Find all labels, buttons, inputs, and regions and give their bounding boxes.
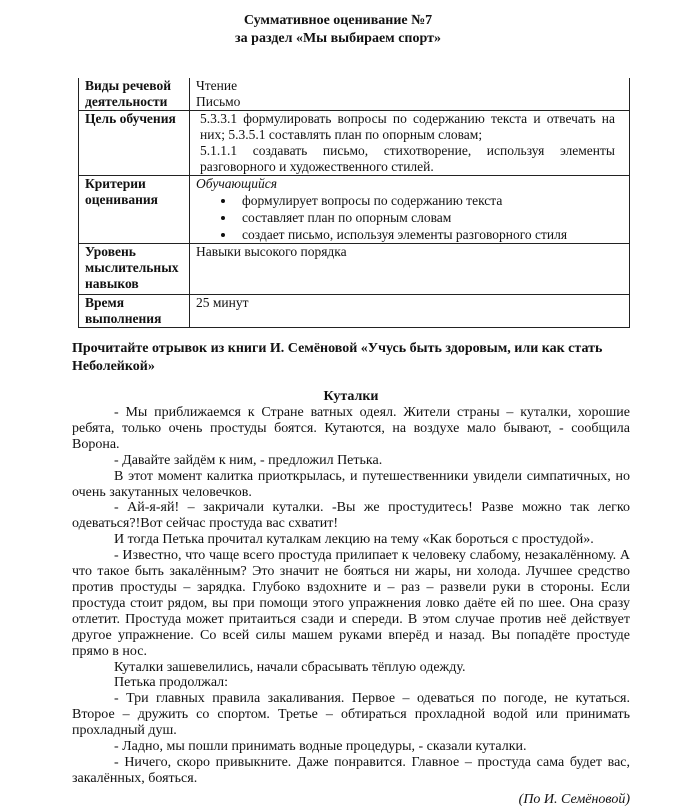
reading-instruction: Прочитайте отрывок из книги И. Семёновой «Учусь быть здоровым, или как стать Неболейкой» [72,341,603,374]
row-header: Цель обучения [79,111,190,176]
story-paragraph: - Давайте зайдём к ним, - предложил Петька. [114,452,383,468]
assessment-table [78,78,630,328]
story-title: Куталки [323,389,379,404]
document-title [0,12,676,48]
value-line: Чтение [196,78,238,93]
title-line-2: за раздел «Мы выбираем спорт» [235,31,441,46]
row-header: Уровень мыслительных навыков [79,244,190,295]
row-value: Навыки высокого порядка [190,244,630,295]
table-row [79,78,630,111]
row-value [190,78,630,111]
list-item: • создает письмо, используя элементы разговорного стиля [236,226,625,243]
story-paragraph: Куталки зашевелились, начали сбрасывать тёплую одежду. [114,659,466,675]
story-paragraph: - Ладно, мы пошли принимать водные процедуры, - сказали куталки. [114,739,527,755]
row-header: Критерии оценивания [79,176,190,244]
table-row [79,244,630,295]
table-row [79,295,630,328]
value-line: 5.3.3.1 формулировать вопросы по содержанию текста и отвечать на них; 5.3.5.1 составлять план по опорным словам; [200,111,615,142]
story [72,388,630,808]
story-paragraph: В этот момент калитка приоткрылась, и путешественники увидели симпатичных, но очень закутанных человечков. [72,468,630,500]
title-line-1: Суммативное оценивание №7 [243,13,433,28]
table-row [79,111,630,176]
value-line: Письмо [196,94,241,109]
story-paragraph: - Три главных правила закаливания. Первое – одеваться по погоде, не кутаться. Второе – дружить со спортом. Третье – обтираться прохладной водой или принимать прохладный душ. [72,691,630,739]
value-line: 5.1.1.1 создавать письмо, стихотворение, используя элементы разговорного и художественного стилей. [200,143,615,174]
row-value [190,176,630,244]
story-paragraph: - Ай-я-яй! – закричали куталки. -Вы же простудитесь! Разве можно так легко одеваться?!Вот сейчас простуда вас схватит! [72,500,630,532]
story-paragraph: Петька продолжал: [114,675,229,691]
row-header: Время выполнения [79,295,190,328]
table-row [79,176,630,244]
row-value: 25 минут [190,295,630,328]
story-author: (По И. Семёновой) [518,791,630,807]
story-paragraph: И тогда Петька прочитал куталкам лекцию на тему «Как бороться с простудой». [114,532,594,548]
list-item: • составляет план по опорным словам [236,209,625,226]
story-paragraph: - Мы приближаемся к Стране ватных одеял. Жители страны – куталки, хорошие ребята, только очень простуды боятся. Кутаются, на воздухе мало бывают, - сообщила Ворона. [72,405,630,452]
criteria-intro: Обучающийся [196,176,278,191]
row-header: Виды речевой деятельности [79,78,190,111]
list-item: • формулирует вопросы по содержанию текста [236,192,625,209]
story-paragraph: - Известно, что чаще всего простуда прилипает к человеку слабому, незакалённому. А что такое быть закалённым? Это значит не бояться ни жары, ни холода. Лучшее средство против простуды – зарядка. Глубоко вздохните и – раз – развели руки в стороны. Если простуда стоит рядом, вы при помощи этого упражнения ловко даёте ей по шее. Она сразу отлетит. Простуда может притаиться сзади и спереди. В этом случае против неё действует другое упражнение. Со всей силы машем руками вперёд и назад. Вы попадёте простуде прямо в нос. [72,548,630,659]
criteria-list [196,192,625,243]
row-value [190,111,630,176]
story-paragraph: - Ничего, скоро привыкните. Даже понравится. Главное – простуда сама будет вас, закалённых, бояться. [72,754,630,786]
